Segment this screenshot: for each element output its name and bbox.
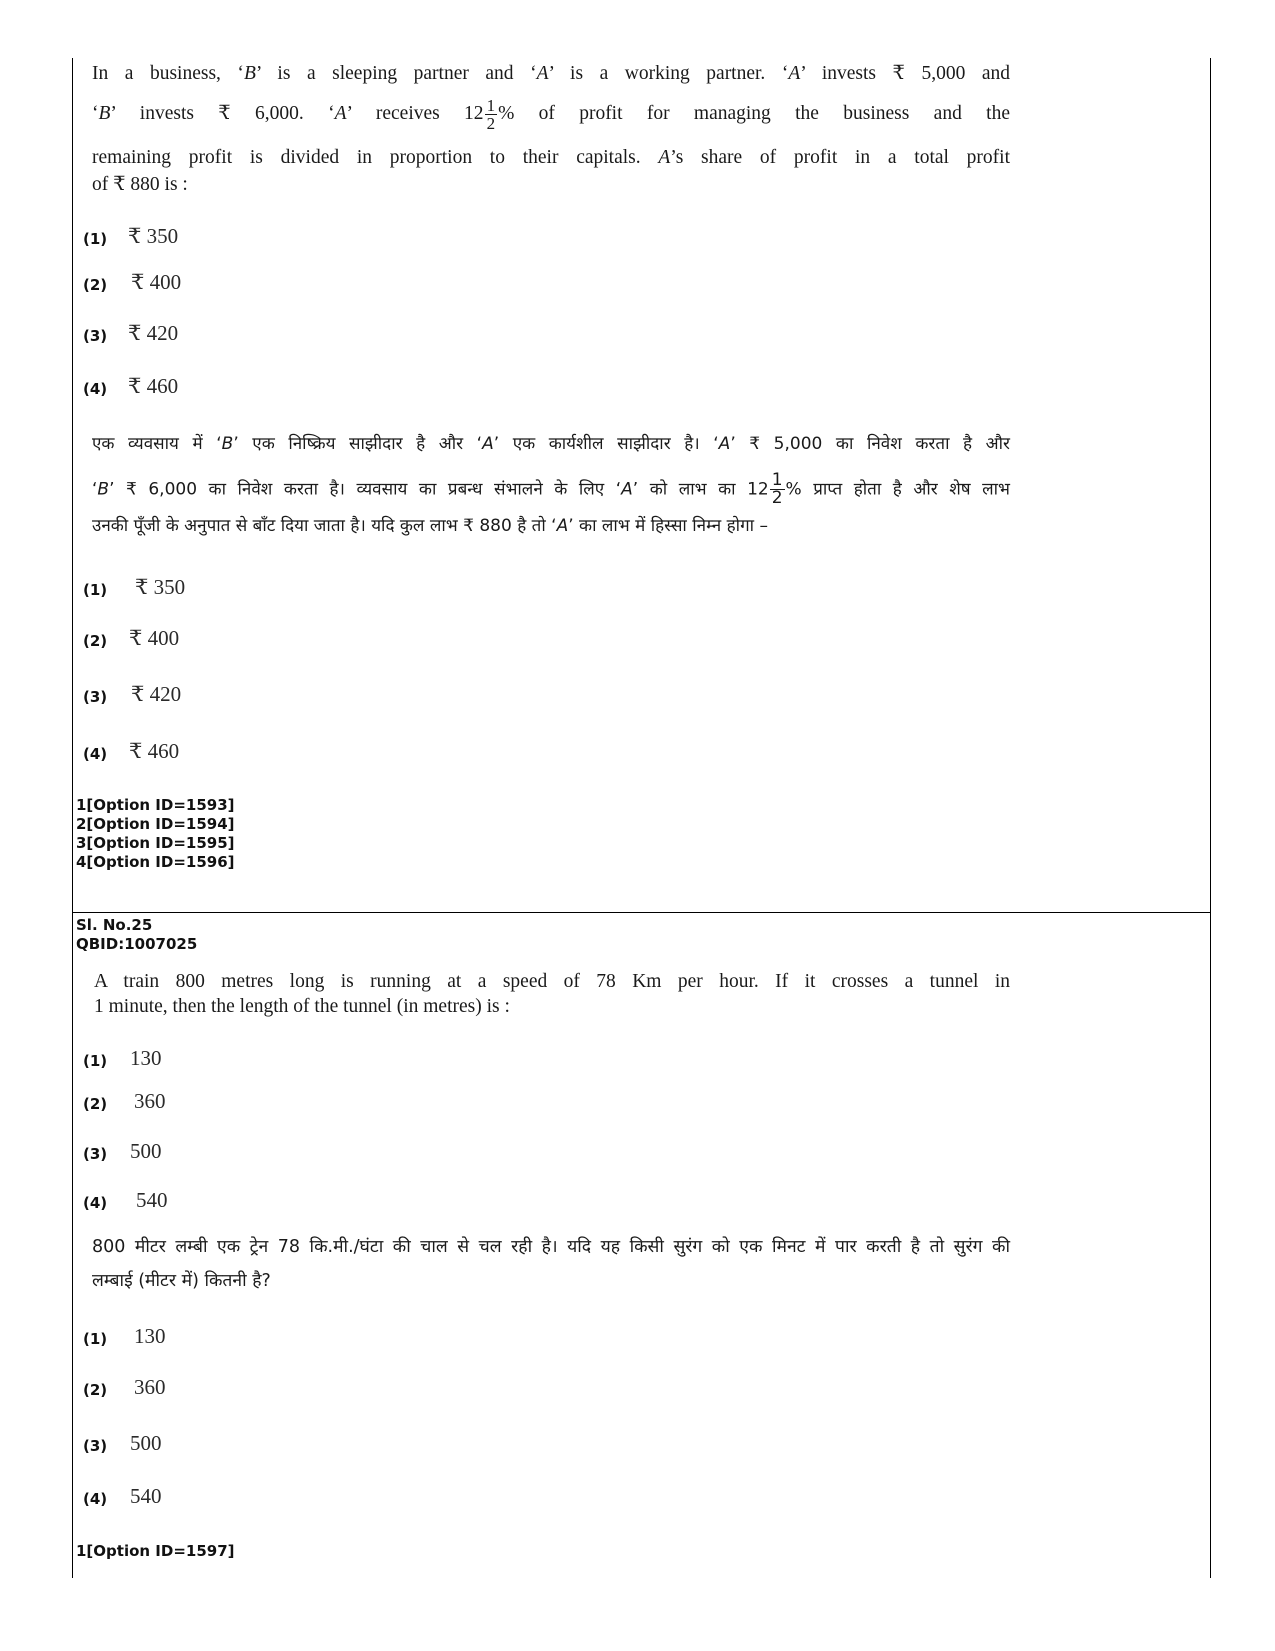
option-number: (1) (83, 1052, 108, 1070)
option-value: 130 (130, 1046, 162, 1070)
question-meta (76, 916, 197, 954)
option-id-list (76, 1542, 235, 1561)
option-number: (1) (83, 230, 108, 248)
question-line: remaining profit is divided in proportion to their capitals. A’s share of profit in a total profit (92, 147, 1010, 168)
option-value: ₹ 400 (129, 626, 180, 650)
page-border-left (72, 58, 73, 1578)
question-line: उनकी पूँजी के अनुपात से बाँट दिया जाता है। यदि कुल लाभ ₹ 880 है तो ‘A’ का लाभ में हिस्सा निम्न होगा – (92, 516, 768, 536)
option-id: 1[Option ID=1597] (76, 1542, 235, 1560)
option-number: (1) (83, 1330, 108, 1348)
option-value: ₹ 400 (131, 270, 182, 294)
question-25-english (92, 972, 1010, 1032)
option-value: ₹ 420 (128, 321, 179, 345)
option-id: 3[Option ID=1595] (76, 834, 235, 852)
option-number: (2) (83, 632, 108, 650)
option-number: (3) (83, 1145, 108, 1163)
question-line: लम्बाई (मीटर में) कितनी है? (92, 1271, 271, 1291)
option-id: 1[Option ID=1593] (76, 796, 235, 814)
serial-number: Sl. No.25 (76, 916, 153, 934)
question-bank-id: QBID:1007025 (76, 935, 198, 953)
option-id-list (76, 796, 235, 872)
option-number: (3) (83, 688, 108, 706)
question-line: In a business, ‘B’ is a sleeping partner and ‘A’ is a working partner. ‘A’ invests ₹ 5,000 and (92, 63, 1010, 84)
option-value: 360 (134, 1089, 166, 1113)
option-value: 500 (130, 1431, 162, 1455)
page-border-right (1210, 58, 1211, 1578)
option-id: 4[Option ID=1596] (76, 853, 235, 871)
option-value: 540 (136, 1188, 168, 1212)
option-id: 2[Option ID=1594] (76, 815, 235, 833)
question-line: 1 minute, then the length of the tunnel (in metres) is : (94, 996, 510, 1017)
option-value: ₹ 420 (131, 682, 182, 706)
option-value: 500 (130, 1139, 162, 1163)
fraction-one-half: $\frac{1}{2}$ (486, 96, 496, 133)
question-line: A train 800 metres long is running at a speed of 78 Km per hour. If it crosses a tunnel in (94, 971, 1010, 992)
option-value: 540 (130, 1484, 162, 1508)
question-line: ‘B’ invests ₹ 6,000. ‘A’ receives 12 $\frac{1}{2}$ % of profit for managing the business and the (92, 96, 1010, 133)
option-value: 360 (134, 1375, 166, 1399)
option-number: (2) (83, 1095, 108, 1113)
question-line: of ₹ 880 is : (92, 174, 188, 195)
option-number: (3) (83, 327, 108, 345)
fraction-one-half: $\frac{1}{2}$ (771, 470, 783, 508)
option-number: (3) (83, 1437, 108, 1455)
option-number: (4) (83, 1194, 108, 1212)
question-line: एक व्यवसाय में ‘B’ एक निष्क्रिय साझीदार है और ‘A’ एक कार्यशील साझीदार है। ‘A’ ₹ 5,000 का निवेश करता है और (92, 434, 1011, 454)
question-24-hindi (92, 436, 1010, 546)
option-value: ₹ 350 (128, 224, 179, 248)
question-25-hindi (92, 1238, 1010, 1308)
option-number: (4) (83, 745, 108, 763)
option-value: ₹ 350 (135, 575, 186, 599)
option-number: (1) (83, 581, 108, 599)
option-number: (4) (83, 1490, 108, 1508)
question-divider (72, 912, 1211, 913)
option-value: 130 (134, 1324, 166, 1348)
option-number: (2) (83, 1381, 108, 1399)
question-line: 800 मीटर लम्बी एक ट्रेन 78 कि.मी./घंटा की चाल से चल रही है। यदि यह किसी सुरंग को एक मिनट में पार करती है तो सुरंग की (92, 1237, 1010, 1257)
option-value: ₹ 460 (128, 374, 179, 398)
question-24-english (92, 64, 1010, 204)
option-value: ₹ 460 (129, 739, 180, 763)
question-line: ‘B’ ₹ 6,000 का निवेश करता है। व्यवसाय का प्रबन्ध संभालने के लिए ‘A’ को लाभ का 12 $\frac{1}{2}$ % प्राप्त होता है और शेष लाभ (92, 470, 1011, 508)
option-number: (4) (83, 380, 108, 398)
option-number: (2) (83, 276, 108, 294)
